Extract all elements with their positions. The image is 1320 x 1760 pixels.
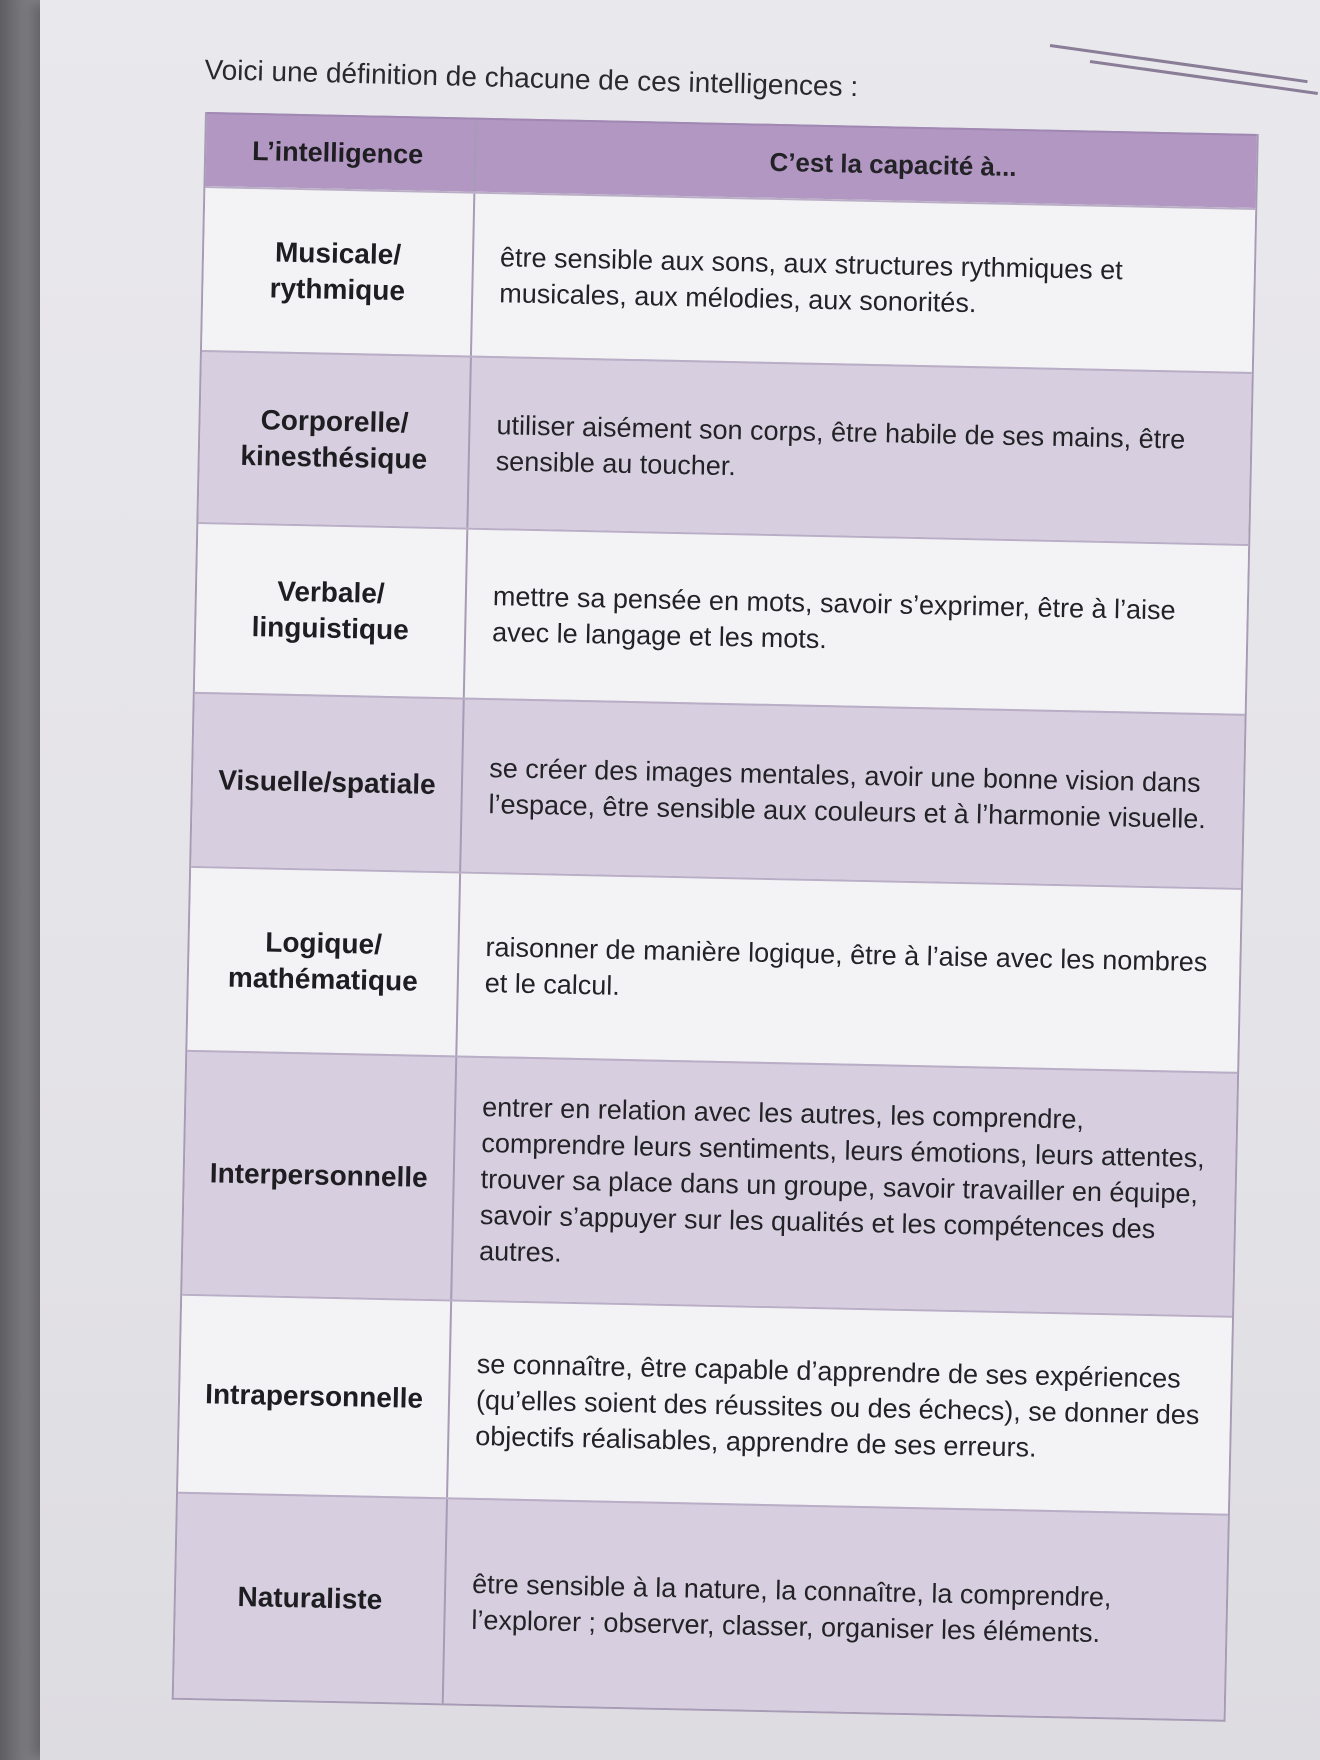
intelligence-name: Visuelle/spatiale — [191, 694, 465, 872]
intelligence-name: Verbale/ linguistique — [195, 524, 468, 698]
intelligence-description: être sensible à la nature, la connaître, la comprendre, l’explorer ; observer, classer, organiser les éléments. — [471, 1568, 1112, 1649]
intelligence-description: être sensible aux sons, aux structures rythmiques et musicales, aux mélodies, aux sonorités. — [498, 242, 1123, 319]
intelligence-name: Corporelle/ kinesthésique — [198, 352, 472, 528]
intelligence-description: se créer des images mentales, avoir une bonne vision dans l’espace, être sensible aux couleurs et à l’harmonie visuelle. — [488, 753, 1207, 835]
intelligence-name: Naturaliste — [174, 1494, 448, 1704]
table-row — [198, 350, 1251, 544]
decorative-line — [1050, 44, 1308, 83]
header-capacity: C’est la capacité à... — [769, 146, 1017, 183]
book-gutter — [0, 0, 40, 1760]
intelligence-name: Intrapersonnelle — [178, 1296, 452, 1498]
intelligence-name: Interpersonnelle — [182, 1052, 457, 1300]
header-intelligence: L’intelligence — [205, 114, 476, 192]
intelligence-name: Logique/ mathématique — [187, 868, 461, 1056]
intelligence-description: entrer en relation avec les autres, les comprendre, comprendre leurs sentiments, leurs émotions, leurs attentes, trouver sa place dans un groupe, savoir travailler en équipe, savoir s’appuyer sur les qualités et les compétences des autres. — [478, 1092, 1205, 1268]
intelligence-name: Musicale/ rythmique — [202, 188, 475, 356]
table-row — [187, 866, 1241, 1072]
table-row — [202, 186, 1255, 372]
intelligence-description: mettre sa pensée en mots, savoir s’exprimer, être à l’aise avec le langage et les mots. — [491, 581, 1176, 655]
table-row — [174, 1492, 1228, 1720]
intro-text: Voici une définition de chacune de ces intelligences : — [204, 54, 859, 103]
intelligence-description: raisonner de manière logique, être à l’aise avec les nombres et le calcul. — [484, 932, 1208, 1001]
intelligence-description: utiliser aisément son corps, être habile de ses mains, être sensible au toucher. — [495, 410, 1186, 482]
table-row — [178, 1294, 1232, 1514]
table-row — [191, 692, 1244, 888]
table-row — [182, 1050, 1237, 1316]
table-row — [195, 522, 1248, 714]
intelligences-table — [172, 112, 1259, 1722]
intelligence-description: se connaître, être capable d’apprendre de ses expériences (qu’elles soient des réussites ou des échecs), se donner des objectifs réalisables, apprendre de ses erreurs. — [475, 1348, 1200, 1463]
